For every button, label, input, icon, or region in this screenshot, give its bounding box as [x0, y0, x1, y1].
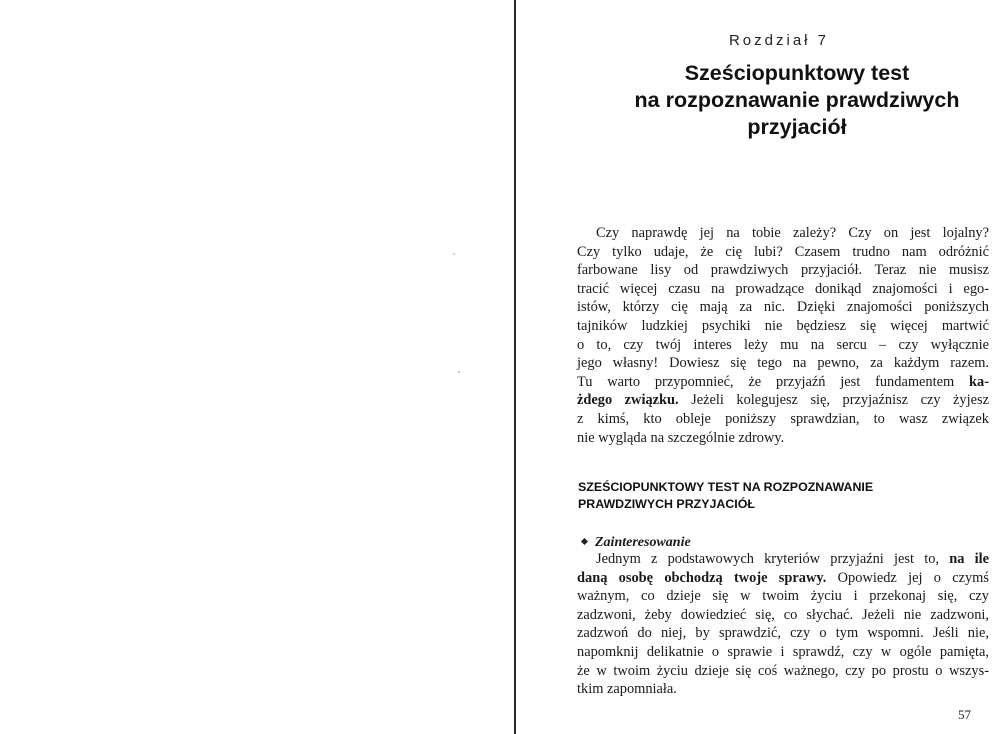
text-line [577, 391, 989, 410]
text-line: że w twoim życiu dzieje się coś ważnego, czy po prostu o wszys- [577, 662, 989, 679]
text-line: istów, którzy cię mają za nic. Dzięki znajomości poniższych [577, 299, 989, 316]
scan-speck [458, 371, 460, 373]
body-paragraph [577, 550, 989, 699]
text-line: ważnym, co dzieje się w twoim życiu i przekonaj się, czy [577, 588, 989, 605]
intro-paragraph [577, 224, 989, 447]
text-line: Czy naprawdę jej na tobie zależy? Czy on jest lojalny? [596, 225, 989, 241]
text-line [577, 569, 989, 588]
section-heading-line: PRAWDZIWYCH PRZYJACIÓŁ [578, 497, 755, 511]
text-line: o to, czy twój interes leży mu na sercu – czy wyłącznie [577, 336, 989, 353]
text-run: Tu warto przypomnieć, że przyjaźń jest fundamentem [577, 373, 955, 390]
scan-speck [453, 253, 455, 255]
text-line [577, 550, 989, 569]
text-line: Czy tylko udaje, że cię lubi? Czasem trudno nam odróżnić [577, 243, 989, 260]
title-line: Sześciopunktowy test [684, 61, 910, 85]
text-line: farbowane lisy od prawdziwych przyjaciół. Teraz nie musisz [577, 262, 989, 279]
text-run: Jednym z podstawowych kryteriów przyjaźni jest to, [596, 551, 939, 567]
text-line: tajników ludzkiej psychiki nie będziesz się więcej martwić [577, 317, 989, 334]
text-line: z kimś, kto obleje poniższy sprawdzian, to wasz związek [577, 410, 989, 427]
text-line: tkim zapomniała. [577, 681, 677, 698]
subheading-text: Zainteresowanie [595, 535, 691, 550]
section-heading-line: SZEŚCIOPUNKTOWY TEST NA ROZPOZNAWANIE [578, 480, 874, 494]
chapter-title [566, 60, 998, 141]
text-line: zadzwoń do niej, by sprawdzić, czy o tym wspomni. Jeśli nie, [577, 625, 989, 642]
text-line [577, 373, 989, 392]
text-line: napomknij delikatnie o sprawie i sprawdź, czy w ogóle pamięta, [577, 643, 989, 660]
text-line: jego własny! Dowiesz się tego na pewno, za każdym razem. [577, 355, 989, 372]
emphasis: ka- [969, 373, 989, 390]
page-number: 57 [958, 707, 971, 722]
text-run: Opowiedz jej o czymś [826, 569, 989, 586]
emphasis: daną osobę obchodzą twoje sprawy. [577, 569, 827, 586]
text-line: zadzwoni, żeby dowiedzieć się, co słychać. Jeżeli nie zadzwoni, [577, 606, 989, 623]
title-line: przyjaciół [747, 115, 847, 139]
emphasis: żdego związku. [577, 392, 679, 409]
subheading [578, 535, 691, 551]
text-run: Jeżeli kolegujesz się, przyjaźnisz czy żyjesz [678, 392, 989, 409]
chapter-label: Rozdział 7 [728, 32, 830, 49]
right-page [516, 0, 998, 734]
title-line: na rozpoznawanie prawdziwych [634, 88, 960, 112]
emphasis: na ile [949, 551, 989, 567]
text-line: tracić więcej czasu na prowadzące donikąd znajomości i ego- [577, 280, 989, 297]
diamond-bullet-icon [581, 538, 588, 545]
text-line: nie wygląda na szczególnie zdrowy. [577, 429, 785, 446]
section-heading [578, 479, 990, 513]
